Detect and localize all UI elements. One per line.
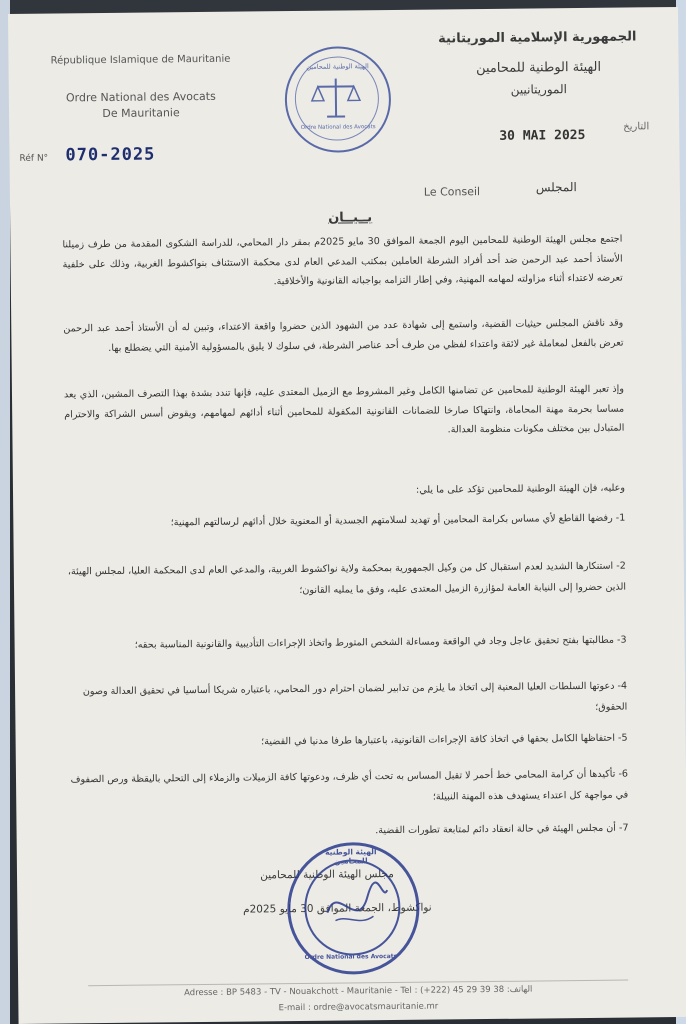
date-stamp: 30 MAI 2025 — [499, 127, 586, 144]
statement-intro: وعليه، فإن الهيئة الوطنية للمحامين تؤكد على ما يلي: — [415, 482, 626, 496]
footer-email: E-mail : ordre@avocatsmauritanie.mr — [278, 1001, 439, 1014]
header-ar-republic: الجمهورية الإسلامية الموريتانية — [438, 29, 637, 47]
list-item-2: 2- استنكارها الشديد لعدم استقبال كل من وكيل الجمهورية بمحكمة ولاية نواكشوط الغربية، والمدعي العام لدى المحكمة العليا، لمجلس الهيئة، الذين حضروا إلى النيابة العامة لمؤازرة الزميل المعتدى عليه، وفق ما يمليه القانون؛ — [67, 560, 627, 596]
seal-top-text: الهيئة الوطنية للمحامين — [306, 62, 369, 71]
paragraph-1: اجتمع مجلس الهيئة الوطنية للمحامين اليوم الجمعة الموافق 30 مايو 2025م بمقر دار المحامي، للدراسة الشكوى المقدمة من طرف زميلنا الأستاذ أحمد عبد الرحمن ضد أحد أفراد الشرطة العاملين بمكتب المدعي العام لدى محكمة الاستئناف بنواكشوط الغربية، وذلك على خلفية تعرضه لاعتداء أثناء مزاولته لمهامه المهنية، وفي إطار التزامه بواجباته القانونية والأخلاقية. — [62, 233, 623, 288]
header-fr-city: De Mauritanie — [102, 106, 180, 121]
signature-scribble-icon — [287, 842, 414, 969]
paragraph-3: وإذ تعبر الهيئة الوطنية للمحامين عن تضامنها الكامل وغير المشروط مع الزميل المعتدى عليه، فإنها تندد بشدة بهذا التصرف المشين، الذي يعد مساسا بحرمة مهنة المحاماة، وانتهاكا صارخا للضمانات القانونية المكفولة للمحامين أثناء أدائهم لمهامهم، ويقوض أسس الشراكة والاحترام المتبادل بين مختلف مكونات منظومة العدالة. — [63, 383, 625, 436]
list-item-7: 7- أن مجلس الهيئة في حالة انعقاد دائم لمتابعة تطورات القضية. — [375, 822, 629, 837]
ref-label: Réf N° — [19, 153, 49, 164]
list-item-4: 4- دعوتها السلطات العليا المعنية إلى اتخاذ ما يلزم من تدابير لضمان احترام دور المحامي، باعتباره شريكا أساسيا في تحقيق العدالة وصون الحقوق؛ — [82, 680, 628, 713]
date-label: التاريخ — [623, 121, 650, 133]
header-ar-order: الهيئة الوطنية للمحامين — [476, 59, 602, 77]
statement-title: بــيــان — [328, 210, 373, 226]
reference-number: 070-2025 — [65, 144, 156, 166]
header-ar-city: الموريتانيين — [510, 82, 568, 97]
list-item-6: 6- تأكيدها أن كرامة المحامي خط أحمر لا تقبل المساس به تحت أي ظرف، ودعوتها كافة الزميلات والزملاء إلى التحلي باليقظة ورص الصفوف في مواجهة كل اعتداء يستهدف هذه المهنة النبيلة؛ — [70, 768, 629, 803]
signature-line-1: مجلس الهيئة الوطنية للمحامين — [260, 868, 394, 882]
list-item-5: 5- احتفاظها الكامل بحقها في اتخاذ كافة الإجراءات القانونية، باعتبارها طرفا مدنيا في القضية؛ — [261, 732, 628, 748]
signature-line-2: نواكشوط، الجمعة الموافق 30 مايو 2025م — [243, 901, 432, 916]
stamp-bottom-text: Ordre National des Avocats — [304, 952, 398, 961]
stamp-top-text: الهيئة الوطنية للمحامين — [325, 847, 377, 866]
header-fr-republic: République Islamique de Mauritanie — [50, 53, 231, 67]
official-stamp — [287, 842, 420, 975]
document-page — [8, 7, 686, 1024]
list-item-3: 3- مطالبتها بفتح تحقيق عاجل وجاد في الواقعة ومساءلة الشخص المتورط واتخاذ الإجراءات التأديبية والقانونية المناسبة بحقه؛ — [134, 634, 627, 651]
council-label-ar: المجلس — [535, 180, 577, 195]
paragraph-2: وقد ناقش المجلس حيثيات القضية، واستمع إلى شهادة عدد من الشهود الذين حضروا واقعة الاعتداء، وتبين له أن الأستاذ أحمد عبد الرحمن تعرض بالفعل لمعاملة غير لائقة واعتداء لفظي من طرف أحد عناصر الشرطة، في سلوك لا يليق بالمسؤولية الأمنية التي يضطلع بها. — [63, 317, 624, 354]
seal-bottom-text: Ordre National des Avocats — [300, 124, 376, 131]
footer-address: Adresse : BP 5483 - TV - Nouakchott - Mauritanie - Tel : (+222) 45 29 39 38 :الهاتف — [184, 984, 533, 999]
council-label-fr: Le Conseil — [423, 185, 481, 199]
list-item-1: 1- رفضها القاطع لأي مساس بكرامة المحامين أو تهديد لسلامتهم الجسدية أو المعنوية خلال أدائهم لرسالتهم المهنية؛ — [170, 512, 626, 529]
organization-seal — [284, 46, 391, 153]
header-fr-order: Ordre National des Avocats — [65, 89, 216, 105]
